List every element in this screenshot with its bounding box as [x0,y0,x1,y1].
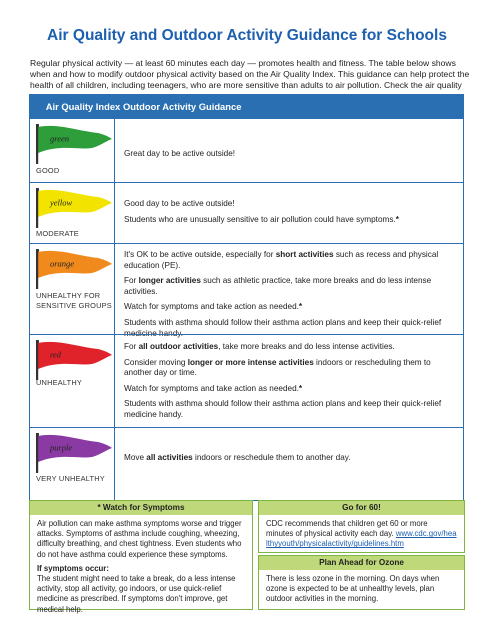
guidance-text: , take more breaks and do less intense activities. [218,342,395,351]
guidance-item [124,302,455,313]
guidance-text: such as athletic practice, take more breaks and do less intense activities. [124,276,432,296]
activity-guidance [124,250,455,344]
symptoms-description: Air pollution can make asthma symptoms worse and trigger attacks. Symptoms of asthma include coughing, wheezing, difficulty breathing, and chest tightness. Even students who do not have asthma could experience these symptoms. [37,519,242,559]
flag-label: yellow [50,197,73,208]
plan-ahead-ozone-box [258,555,465,610]
orange-flag-icon [36,249,116,291]
table-row [30,243,463,338]
guidance-emphasis: longer activities [138,276,201,286]
guidance-item [124,250,455,271]
aqi-category: GOOD [36,166,60,175]
intro-text: Regular physical activity — at least 60 minutes each day — promotes health and fitness. The table below shows when and how to modify outdoor physical activity based on the Air Quality Index. This guidance can help protect the health of all children, including teenagers, who are more sensitive than adults to air pollution. Check the air quality [30,58,470,91]
guidance-text: Students with asthma should follow their asthma action plans and keep their quick-relief medicine handy. [124,399,442,419]
table-header [30,95,463,119]
guidance-item [124,199,455,210]
go-for-60-text: CDC recommends that children get 60 or more minutes of physical activity each day. [266,519,428,539]
aqi-category: UNHEALTHY [36,378,83,387]
guidance-text: Students who are unusually sensitive to air pollution could have symptoms. [124,214,396,224]
aqi-guidance-table [29,94,464,501]
guidance-text: For [124,276,139,286]
aqi-category: MODERATE [36,229,79,238]
guidance-item [124,149,455,160]
page-title: Air Quality and Outdoor Activity Guidance for Schools [47,27,447,44]
header-guidance: Outdoor Activity Guidance [123,101,242,112]
guidance-text: indoors or reschedule them to another day. [192,453,351,462]
plan-ahead-ozone-text: There is less ozone in the morning. On days when ozone is expected to be at unhealthy levels, plan outdoor activities in the morning. [266,574,440,604]
yellow-flag-icon [36,188,116,230]
activity-guidance [124,149,455,165]
flag-label: red [50,349,62,360]
guidance-emphasis: * [298,383,303,393]
table-row [30,427,463,500]
guidance-item [124,358,455,379]
go-for-60-box [258,500,465,553]
guidance-text: For [124,342,139,351]
guidance-text: Students with asthma should follow their asthma action plans and keep their quick-relief medicine handy. [124,317,442,338]
plan-ahead-ozone-title: Plan Ahead for Ozone [259,556,464,570]
guidance-item [124,453,455,464]
guidance-item [124,384,455,395]
column-divider [114,119,115,500]
watch-symptoms-box [29,500,253,614]
guidance-emphasis: * [395,214,399,224]
guidance-emphasis: short activities [275,250,334,259]
cdc-guidelines-link[interactable]: www.cdc.gov/healthyyouth/physicalactivity/guidelines.htm [266,529,457,549]
guidance-item [124,276,455,297]
guidance-item [124,215,455,226]
guidance-emphasis: all activities [146,453,193,462]
aqi-category: UNHEALTHY FOR SENSITIVE GROUPS [36,291,112,310]
guidance-text: Watch for symptoms and take action as needed. [124,383,299,393]
symptoms-occur-heading: If symptoms occur: [37,563,109,573]
watch-symptoms-title: * Watch for Symptoms [30,501,252,515]
guidance-text: such as recess and physical education (PE). [124,250,439,270]
guidance-emphasis: * [298,302,303,312]
aqi-category: VERY UNHEALTHY [36,474,105,483]
guidance-text: Consider moving [124,357,188,367]
guidance-item [124,399,455,420]
table-row [30,119,463,182]
guidance-emphasis: all outdoor activities [138,342,219,351]
flag-label: purple [50,442,73,453]
flag-label: orange [50,258,75,269]
guidance-text: Great day to be active outside! [124,149,236,158]
guidance-text: Move [124,453,147,462]
guidance-text: indoors or rescheduling them to another day or time. [124,357,431,378]
guidance-item [124,342,455,353]
go-for-60-title: Go for 60! [259,501,464,515]
activity-guidance [124,453,455,469]
guidance-emphasis: longer or more intense activities [187,357,314,367]
guidance-text: Good day to be active outside! [124,199,235,208]
header-aqi: Air Quality Index [45,101,121,112]
flag-label: green [50,133,70,144]
guidance-text: It's OK to be active outside, especially for [124,250,276,259]
symptoms-action: The student might need to take a break, do a less intense activity, stop all activity, go indoors, or use quick-relief medicine as prescribed. If symptoms don't improve, get medical help. [37,574,236,614]
activity-guidance [124,199,455,230]
table-row [30,182,463,243]
table-row [30,334,463,427]
red-flag-icon [36,340,116,382]
green-flag-icon [36,124,116,166]
purple-flag-icon [36,433,116,475]
guidance-text: Watch for symptoms and take action as needed. [124,302,299,312]
activity-guidance [124,342,455,426]
